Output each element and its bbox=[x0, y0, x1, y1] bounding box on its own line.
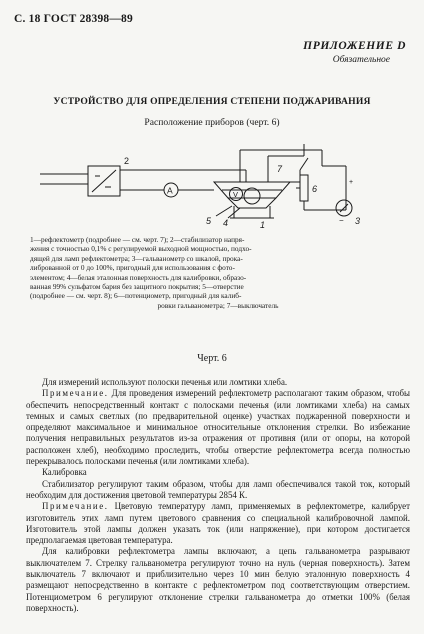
note-lead: Примечание. bbox=[42, 501, 109, 512]
page-header: С. 18 ГОСТ 28398—89 bbox=[14, 13, 133, 25]
label-v: V bbox=[233, 190, 239, 199]
label-plus: + bbox=[349, 179, 354, 186]
document-body bbox=[26, 377, 410, 614]
figure-legend bbox=[30, 235, 406, 310]
circuit-diagram bbox=[0, 130, 424, 234]
appendix-title: ПРИЛОЖЕНИЕ D bbox=[303, 40, 406, 52]
legend-line: жения с точностью 0,1% с регулируемой выходной мощностью, подхо- bbox=[30, 244, 252, 254]
paragraph-1: Для измерений используют полоски печенья или ломтики хлеба. bbox=[42, 377, 288, 387]
note-text: Цветовую температуру ламп, применяемых в рефлектометре, калибрует изготовитель этих ламп путем цветового сравнения со специальной калибровочной лампой. Изготовитель этой лампы должен указать ток (или напряжение), при котором достигается предполагаемая цветовая температура. bbox=[26, 501, 410, 546]
note-lead: Примечание. bbox=[42, 388, 109, 399]
paragraph-note-1 bbox=[26, 388, 410, 467]
paragraph-3: Стабилизатор регулируют таким образом, чтобы для ламп обеспечивался такой ток, который необходим для достижения цветовой температуры 2854 К. bbox=[26, 478, 410, 500]
label-1: 1 bbox=[260, 220, 266, 230]
potentiometer-box bbox=[300, 175, 308, 201]
label-6: 6 bbox=[312, 184, 318, 194]
figure-subtitle: Расположение приборов (черт. 6) bbox=[144, 117, 280, 128]
paragraph-5: Для калибровки рефлектометра лампы включают, а цепь гальванометра разрывают выключателем 7. Стрелку гальванометра регулируют точно на нуль (черная поверхность). Затем выключатель 7 включают и приблизительно через 10 мин белую эталонную поверхность 4 размещают непосредственно в контакте с рефлектометром под соответствующим отверстием. Потенциометром 6 регулируют отклонение стрелки гальванометра до отметки 100% (белая поверхность). bbox=[26, 546, 410, 613]
legend-line: (подробнее — см. черт. 8); 6—потенциометр, пригодный для калиб- bbox=[30, 291, 242, 301]
legend-line: элементом; 4—белая эталонная поверхность для калибровки, образо- bbox=[30, 272, 247, 282]
section-title: УСТРОЙСТВО ДЛЯ ОПРЕДЕЛЕНИЯ СТЕПЕНИ ПОДЖАРИВАНИЯ bbox=[53, 96, 371, 107]
label-4: 4 bbox=[223, 218, 229, 228]
label-a: A bbox=[167, 185, 173, 196]
legend-line: ванная 99% сульфатом бария без защитного покрытия; 5—отверстие bbox=[30, 282, 244, 292]
appendix-subtitle: Обязательное bbox=[332, 55, 390, 65]
calibration-heading: Калибровка bbox=[42, 467, 87, 478]
label-minus: − bbox=[339, 216, 344, 225]
legend-line: ровки гальванометра; 7—выключатель bbox=[157, 300, 279, 310]
legend-line: 1—рефлектометр (подробнее — см. черт. 7); 2—стабилизатор напря- bbox=[30, 235, 245, 244]
label-7: 7 bbox=[277, 164, 283, 174]
figure-caption: Черт. 6 bbox=[197, 353, 227, 364]
label-3: 3 bbox=[355, 216, 361, 226]
legend-line: либрованной от 0 до 100%, пригодный для использования с фото- bbox=[30, 263, 235, 273]
label-5: 5 bbox=[206, 216, 212, 226]
label-2: 2 bbox=[124, 156, 130, 166]
legend-line: дящей для ламп рефлектометра; 3—гальванометр со шкалой, прока- bbox=[30, 253, 243, 263]
paragraph-note-2 bbox=[26, 501, 410, 546]
note-text: Для проведения измерений рефлектометр располагают таким образом, чтобы обеспечить непосредственный контакт с полосками печенья (или ломтиками хлеба) на самых темных и самых светлых (по предварительной оценке) участках поджаренной поверхности и определяют максимальное и минимальное относительные отклонения стрелки. Во избежание получения неправильных результатов из-за отражения от противня (или от опоры, на которой расположен хлеб), необходимо проследить, чтобы отверстие рефлектометра всегда полностью перекрывалось полосками печенья (или ломтиками хлеба). bbox=[26, 388, 410, 467]
